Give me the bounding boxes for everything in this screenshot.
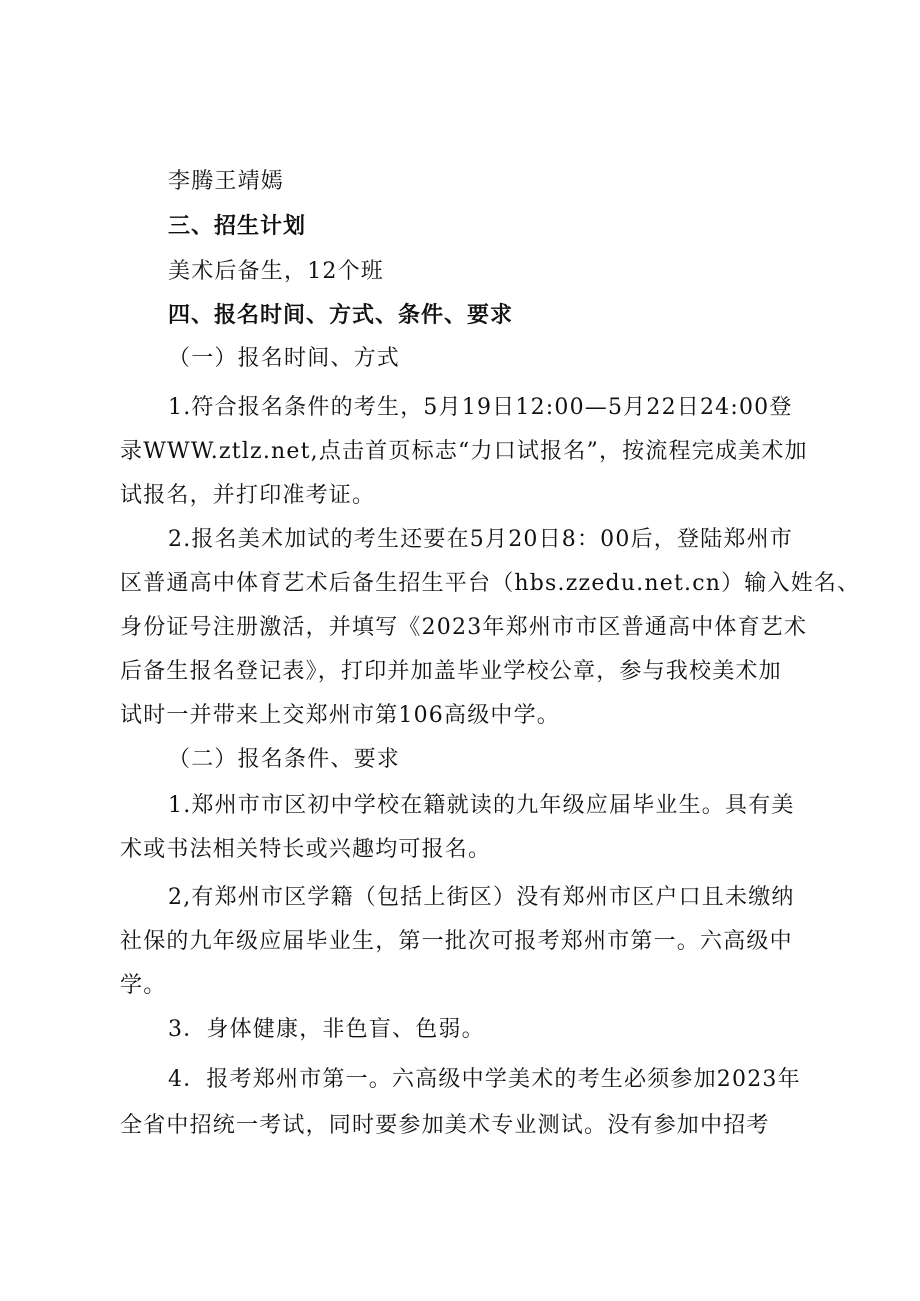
paragraph-line: 1.郑州市市区初中学校在籍就读的九年级应届毕业生。具有美	[168, 793, 795, 818]
paragraph-line: 后备生报名登记表》，打印并加盖毕业学校公章，参与我校美术加	[120, 659, 782, 684]
paragraph-line: 术或书法相关特长或兴趣均可报名。	[120, 837, 492, 862]
paragraph-line: 2,有郑州市区学籍（包括上街区）没有郑州市区户口且未缴纳	[168, 885, 795, 910]
paragraph-line: 社保的九年级应届毕业生，第一批次可报考郑州市第一。六高级中	[120, 929, 793, 954]
section-3-content: 美术后备生，12个班	[168, 259, 384, 284]
names-line: 李腾王靖嫣	[168, 169, 285, 194]
paragraph-line: 1.符合报名条件的考生，5月19日12:00—5月22日24:00登	[168, 395, 793, 420]
paragraph-line: 学。	[120, 973, 167, 998]
section-4-heading: 四、报名时间、方式、条件、要求	[168, 303, 514, 328]
paragraph-line: 全省中招统一考试，同时要参加美术专业测试。没有参加中招考	[120, 1113, 770, 1138]
paragraph-line: 4．报考郑州市第一。六高级中学美术的考生必须参加2023年	[168, 1067, 801, 1092]
subsection-2-heading: （二）报名条件、要求	[168, 747, 401, 772]
paragraph-line: 试报名，并打印准考证。	[120, 483, 376, 508]
paragraph-line: 2.报名美术加试的考生还要在5月20日8：00后，登陆郑州市	[168, 527, 793, 552]
paragraph-line: 身份证号注册激活，并填写《2023年郑州市市区普通高中体育艺术	[120, 615, 808, 640]
subsection-1-heading: （一）报名时间、方式	[168, 346, 401, 371]
paragraph-line: 3．身体健康，非色盲、色弱。	[168, 1017, 485, 1042]
paragraph-line: 区普通高中体育艺术后备生招生平台（hbs.zzedu.net.cn）输入姓名、	[120, 571, 861, 596]
section-3-heading: 三、招生计划	[168, 214, 307, 239]
paragraph-line: 试时一并带来上交郑州市第106高级中学。	[120, 703, 560, 728]
paragraph-line: 录WWW.ztlz.net,点击首页标志“力口试报名”，按流程完成美术加	[120, 439, 808, 464]
